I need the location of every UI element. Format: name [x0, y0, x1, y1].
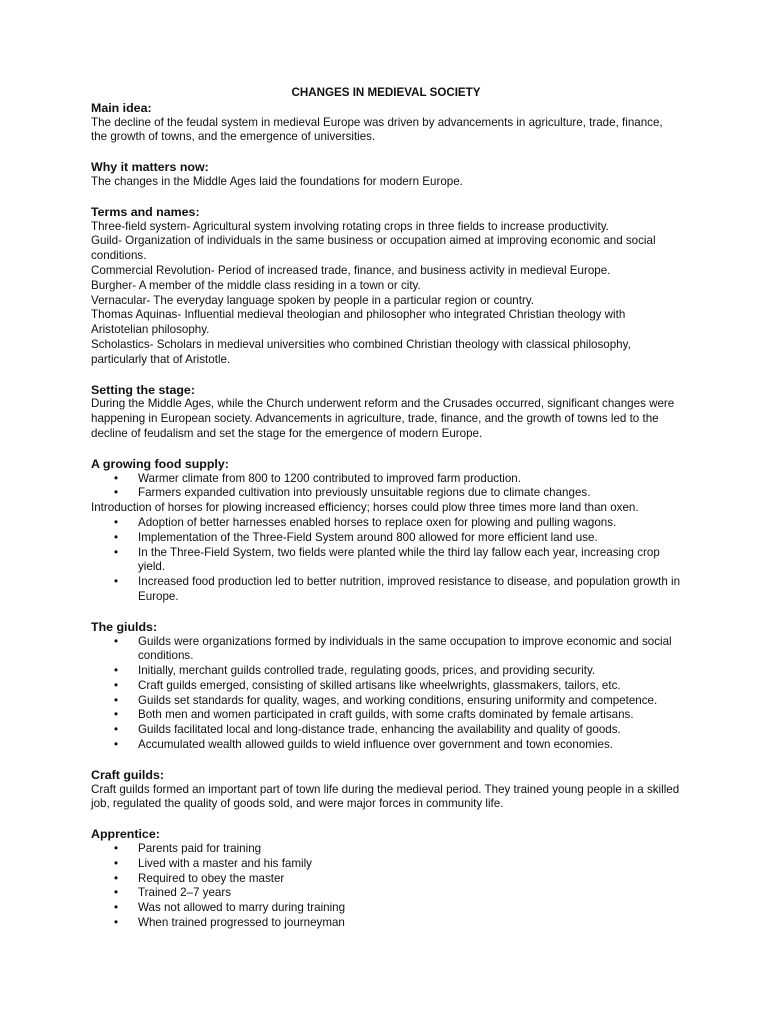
why-it-matters-text: The changes in the Middle Ages laid the foundations for modern Europe. [91, 174, 463, 188]
list-item: • When trained progressed to journeyman [114, 916, 345, 930]
term-guild: Guild- Organization of individuals in the same business or occupation aimed at improving economic and social conditions. [91, 234, 656, 263]
bullet-icon: • [114, 708, 119, 722]
apprentice-heading: Apprentice: [91, 827, 160, 842]
list-item: • Craft guilds emerged, consisting of skilled artisans like wheelwrights, glassmakers, tailors, etc. [114, 678, 621, 692]
document-title: CHANGES IN MEDIEVAL SOCIETY [291, 86, 481, 99]
list-item: • Guilds facilitated local and long-distance trade, enhancing the availability and quality of goods. [114, 723, 621, 737]
bullet-icon: • [114, 664, 119, 678]
bullet-icon: • [114, 738, 119, 752]
list-item: • Lived with a master and his family [114, 856, 312, 870]
bullet-icon: • [114, 842, 119, 856]
list-item: • Trained 2–7 years [114, 886, 232, 900]
bullet-icon: • [114, 634, 119, 648]
bullet-icon: • [114, 471, 119, 485]
main-idea-text: The decline of the feudal system in medieval Europe was driven by advancements in agriculture, trade, finance, the growth of towns, and the emergence of universities. [91, 115, 663, 144]
bullet-icon: • [114, 871, 119, 885]
food-supply-intro: Introduction of horses for plowing increased efficiency; horses could plow three times more land than oxen. [91, 501, 639, 515]
term-scholastics: Scholastics- Scholars in medieval universities who combined Christian theology with classical philosophy, particularly that of Aristotle. [91, 337, 631, 366]
main-idea-heading: Main idea: [91, 100, 152, 115]
list-item: • Guilds were organizations formed by individuals in the same occupation to improve economic and social conditions. [114, 634, 672, 663]
list-item: • Farmers expanded cultivation into previously unsuitable regions due to climate changes. [114, 486, 591, 500]
list-item: • In the Three-Field System, two fields were planted while the third lay fallow each year, increasing crop yield. [114, 545, 660, 574]
list-item: • Was not allowed to marry during training [114, 901, 346, 915]
apprentice-list [91, 842, 681, 931]
bullet-icon: • [114, 901, 119, 915]
list-item: • Parents paid for training [114, 842, 262, 856]
food-supply-heading: A growing food supply: [91, 456, 229, 471]
setting-stage-text: During the Middle Ages, while the Church underwent reform and the Crusades occurred, significant changes were happening in European society. Advancements in agriculture, trade, finance, and the growth of towns led to the decline of feudalism and set the stage for the emergence of modern Europe. [91, 397, 675, 440]
list-item: • Initially, merchant guilds controlled trade, regulating goods, prices, and providing security. [114, 664, 596, 678]
list-item: • Both men and women participated in craft guilds, with some crafts dominated by female artisans. [114, 708, 634, 722]
guilds-heading: The giulds: [91, 619, 158, 634]
food-supply-list-b [91, 516, 681, 605]
list-item: • Guilds set standards for quality, wages, and working conditions, ensuring uniformity and competence. [114, 693, 658, 707]
bullet-icon: • [114, 545, 119, 559]
bullet-icon: • [114, 515, 119, 529]
why-it-matters-heading: Why it matters now: [91, 160, 209, 175]
list-item: • Accumulated wealth allowed guilds to wield influence over government and town economies. [114, 738, 613, 752]
bullet-icon: • [114, 693, 119, 707]
bullet-icon: • [114, 530, 119, 544]
terms-heading: Terms and names: [91, 204, 200, 219]
bullet-icon: • [114, 886, 119, 900]
document-body [91, 86, 681, 931]
bullet-icon: • [114, 723, 119, 737]
bullet-icon: • [114, 916, 119, 930]
craft-guilds-heading: Craft guilds: [91, 767, 164, 782]
list-item: • Increased food production led to better nutrition, improved resistance to disease, and population growth in Europe. [114, 575, 681, 603]
bullet-icon: • [114, 486, 119, 500]
list-item: • Adoption of better harnesses enabled horses to replace oxen for plowing and pulling wagons. [114, 515, 617, 529]
list-item: • Required to obey the master [114, 871, 285, 885]
term-three-field-system: Three-field system- Agricultural system involving rotating crops in three fields to increase productivity. [91, 219, 609, 233]
bullet-icon: • [114, 678, 119, 692]
setting-stage-heading: Setting the stage: [91, 382, 195, 397]
list-item: • Warmer climate from 800 to 1200 contributed to improved farm production. [114, 471, 521, 485]
list-item: • Implementation of the Three-Field System around 800 allowed for more efficient land use. [114, 530, 598, 544]
term-commercial-revolution: Commercial Revolution- Period of increased trade, finance, and business activity in medieval Europe. [91, 263, 611, 277]
term-burgher: Burgher- A member of the middle class residing in a town or city. [91, 278, 421, 292]
guilds-list [91, 635, 681, 753]
term-vernacular: Vernacular- The everyday language spoken by people in a particular region or country. [91, 293, 534, 307]
term-thomas-aquinas: Thomas Aquinas- Influential medieval theologian and philosopher who integrated Christian theology with Aristotelian philosophy. [91, 308, 626, 337]
bullet-icon: • [114, 575, 119, 589]
food-supply-list-a [91, 472, 681, 502]
bullet-icon: • [114, 856, 119, 870]
craft-guilds-text: Craft guilds formed an important part of town life during the medieval period. They trained young people in a skilled job, regulated the quality of goods sold, and were major forces in community life. [91, 782, 680, 811]
